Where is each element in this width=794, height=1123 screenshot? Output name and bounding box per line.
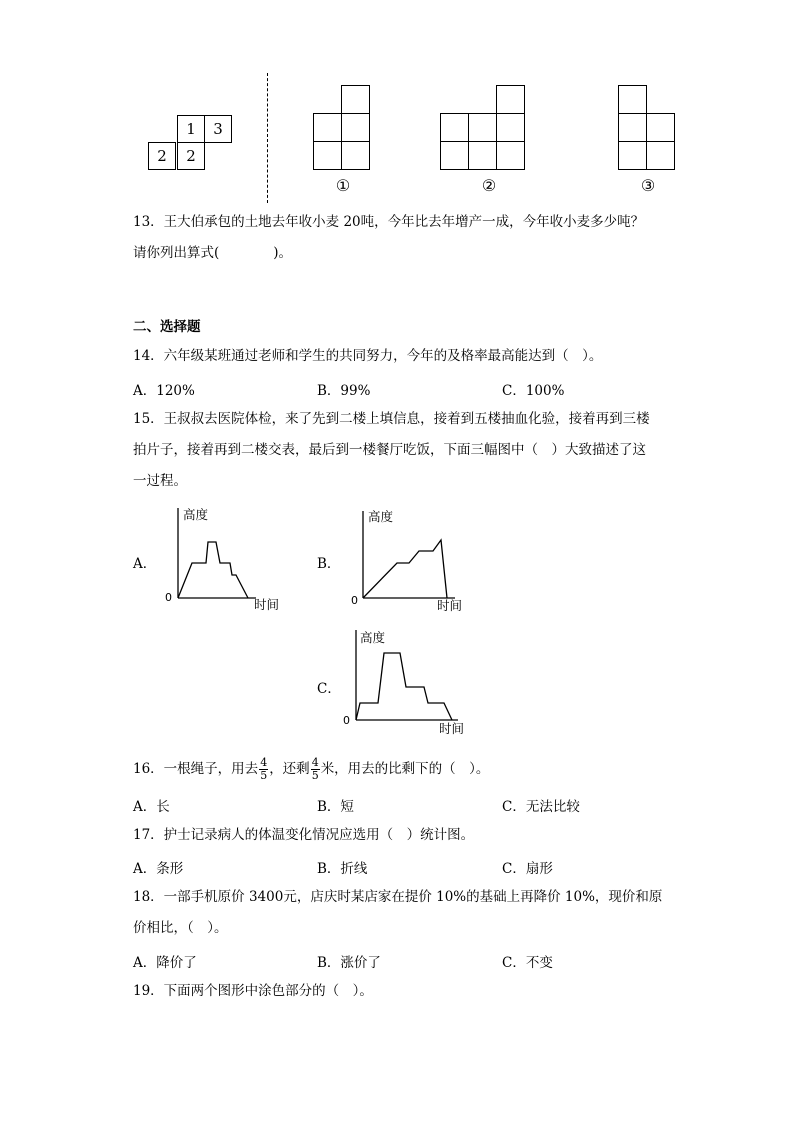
q19-text: 19．下面两个图形中涂色部分的（ ）。 <box>133 983 373 999</box>
q17-option-b: B．折线 <box>317 861 368 877</box>
graph-c <box>340 625 475 741</box>
q16-option-b: B．短 <box>317 799 354 815</box>
q16-option-c: C．无法比较 <box>502 799 580 815</box>
graph-c-ylabel: 高度 <box>360 630 386 645</box>
grid-cell-number: 3 <box>204 115 232 143</box>
view-cell <box>468 113 497 142</box>
graph-a-ylabel: 高度 <box>183 507 209 522</box>
q18-option-c: C．不变 <box>502 955 553 971</box>
graph-b-xlabel: 时间 <box>437 598 463 613</box>
q15-option-c: C． <box>317 681 341 697</box>
graph-c-line <box>356 653 452 720</box>
graph-a-line <box>178 542 248 598</box>
graph-b <box>345 503 475 619</box>
view-cell <box>313 141 342 170</box>
q14-option-a: A．120% <box>133 383 195 399</box>
q16-suffix: 米，用去的比剩下的（ ）。 <box>320 761 490 777</box>
dashed-divider <box>267 73 268 203</box>
q13-line2: 请你列出算式( )。 <box>133 245 293 261</box>
view-cell <box>496 113 525 142</box>
section-title: 二、选择题 <box>133 319 201 335</box>
view-cell <box>646 113 675 142</box>
view-cell <box>341 113 370 142</box>
q18-option-a: A．降价了 <box>133 955 197 971</box>
q16-fraction-2-num: 4 <box>311 756 319 769</box>
view-label-1: ① <box>335 176 351 195</box>
graph-a-origin: 0 <box>165 591 172 604</box>
q17-option-a: A．条形 <box>133 861 184 877</box>
view-cell <box>618 113 647 142</box>
view-cell <box>440 141 469 170</box>
q15-line2: 拍片子，接着再到二楼交表，最后到一楼餐厅吃饭，下面三幅图中（ ）大致描述了这 <box>133 442 646 458</box>
view-label-2: ② <box>481 176 497 195</box>
graph-c-xlabel: 时间 <box>439 721 465 736</box>
view-cell <box>468 141 497 170</box>
view-cell <box>341 141 370 170</box>
q18-option-b: B．涨价了 <box>317 955 381 971</box>
graph-a <box>160 500 290 616</box>
q13-line1: 13．王大伯承包的土地去年收小麦 20吨，今年比去年增产一成，今年收小麦多少吨？ <box>133 214 645 230</box>
q14-option-c: C．100% <box>502 383 565 399</box>
view-cell <box>496 85 525 114</box>
view-cell <box>440 113 469 142</box>
view-cell <box>341 85 370 114</box>
graph-b-origin: 0 <box>351 594 358 607</box>
graph-b-line <box>363 540 447 598</box>
view-cell <box>618 85 647 114</box>
q16-option-a: A．长 <box>133 799 170 815</box>
q16-middle: ，还剩 <box>269 761 310 777</box>
grid-cell-number: 2 <box>177 142 205 170</box>
q16-prefix: 16．一根绳子，用去 <box>133 761 259 777</box>
q17-option-c: C．扇形 <box>502 861 553 877</box>
q15-line3: 一过程。 <box>133 473 187 489</box>
grid-cell-number: 1 <box>177 115 205 143</box>
q14-option-b: B．99% <box>317 383 371 399</box>
graph-b-ylabel: 高度 <box>368 509 394 524</box>
graph-a-xlabel: 时间 <box>254 597 280 612</box>
grid-cell-number: 2 <box>148 142 176 170</box>
view-cell <box>618 141 647 170</box>
q18-line1: 18．一部手机原价 3400元，店庆时某店家在提价 10%的基础上再降价 10%，现价和原 <box>133 889 663 905</box>
q14-text: 14．六年级某班通过老师和学生的共同努力，今年的及格率最高能达到（ ）。 <box>133 348 603 364</box>
q16-fraction-1-num: 4 <box>260 756 268 769</box>
q17-text: 17．护士记录病人的体温变化情况应选用（ ）统计图。 <box>133 827 475 843</box>
view-cell <box>496 141 525 170</box>
q16-fraction-1 <box>259 757 268 782</box>
q18-line2: 价相比，（ ）。 <box>133 920 228 936</box>
view-cell <box>313 113 342 142</box>
graph-c-origin: 0 <box>343 714 350 727</box>
q15-option-b: B． <box>317 556 341 572</box>
view-cell <box>646 141 675 170</box>
q15-option-a: A． <box>133 556 157 572</box>
q16-fraction-2-den: 5 <box>311 769 319 782</box>
q15-line1: 15．王叔叔去医院体检，来了先到二楼上填信息，接着到五楼抽血化验，接着再到三楼 <box>133 411 650 427</box>
q16-fraction-2 <box>311 757 320 782</box>
q16-text <box>133 756 489 782</box>
q16-fraction-1-den: 5 <box>260 769 268 782</box>
view-label-3: ③ <box>640 176 656 195</box>
